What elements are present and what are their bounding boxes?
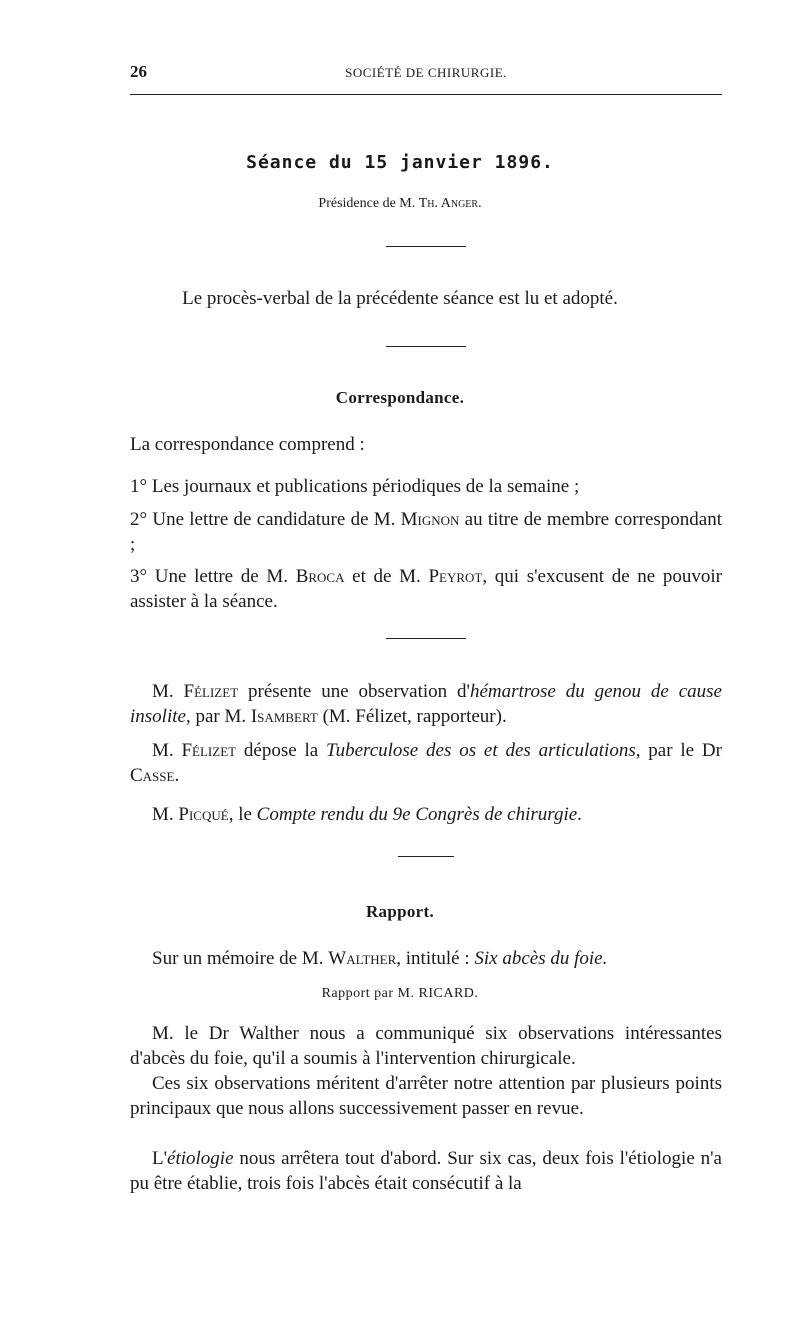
para3-text-b: nous arrêtera tout d'abord. Sur six cas, deux fois l'étiologie n'a pu être établie, trois fois l'abcès était consécutif à la xyxy=(130,1148,722,1194)
correspondance-intro: La correspondance comprend : xyxy=(130,434,365,455)
p1-name-2: Isambert xyxy=(250,706,318,727)
rapport-paragraph-1: M. le Dr Walther nous a communiqué six observations intéressantes d'abcès du foie, qu'il a soumis à l'intervention chirurgicale. xyxy=(130,1023,722,1069)
correspondance-item-1: 1° Les journaux et publications périodiques de la semaine ; xyxy=(130,476,580,497)
item3-text-c: , qui s'excusent de ne pouvoir assister à la séance. xyxy=(130,566,723,612)
page-number: 26 xyxy=(130,62,147,81)
presentation-2 xyxy=(130,738,722,788)
p1-title: hémartrose du genou de cause insolite xyxy=(130,681,722,727)
subject-title: Six abcès du foie. xyxy=(474,948,608,969)
para3-italic: étiologie xyxy=(167,1148,234,1169)
item3-name-2: Peyrot xyxy=(428,566,483,587)
item2-text-b: au titre de membre correspondant ; xyxy=(130,509,722,555)
p3-text-a: M. xyxy=(152,804,179,825)
p1-text-d: (M. Félizet, rapporteur). xyxy=(317,706,507,727)
correspondance-heading: Correspondance. xyxy=(335,388,465,407)
p1-name: Félizet xyxy=(183,681,239,702)
divider-rule xyxy=(386,346,466,347)
p1-text-a: M. xyxy=(152,681,184,702)
running-head: SOCIÉTÉ DE CHIRURGIE. xyxy=(345,65,507,80)
item2-name: Mignon xyxy=(400,509,460,530)
presidency-line xyxy=(0,196,800,212)
divider-rule xyxy=(386,638,466,639)
p3-title: Compte rendu du 9e Congrès de chirurgie xyxy=(256,804,578,825)
item3-text-a: 3° Une lettre de M. xyxy=(130,566,296,587)
subject-name: Walther xyxy=(328,948,397,969)
p2-name: Félizet xyxy=(181,740,237,761)
rapport-subject xyxy=(130,946,722,971)
p3-text-b: , le xyxy=(228,804,257,825)
subject-text-a: Sur un mémoire de M. xyxy=(152,948,329,969)
divider-rule xyxy=(386,246,466,247)
presidency-suffix: . xyxy=(478,196,482,211)
correspondance-item-3 xyxy=(130,564,722,614)
rapport-byline: Rapport par M. RICARD. xyxy=(321,986,479,1001)
p3-text-c: . xyxy=(577,804,582,825)
item2-text-a: 2° Une lettre de candidature de M. xyxy=(130,509,401,530)
minutes-line: Le procès-verbal de la précédente séance est lu et adopté. xyxy=(182,288,618,309)
rapport-paragraph-3 xyxy=(130,1146,722,1196)
presentation-3 xyxy=(130,802,722,827)
item3-text-b: et de M. xyxy=(344,566,429,587)
p2-text-a: M. xyxy=(152,740,182,761)
p2-title: Tuberculose des os et des articulations xyxy=(326,740,636,761)
correspondance-item-2 xyxy=(130,507,722,557)
divider-rule xyxy=(398,856,454,857)
rapport-paragraph-2: Ces six observations méritent d'arrêter notre attention par plusieurs points principaux que nous allons successivement passer en revue. xyxy=(130,1073,722,1119)
p3-name: Picqué xyxy=(178,804,229,825)
rapport-heading: Rapport. xyxy=(365,902,435,921)
item3-name-1: Broca xyxy=(295,566,345,587)
p1-text-b: présente une observation d' xyxy=(238,681,470,702)
p2-text-d: . xyxy=(174,765,180,786)
p2-text-c: , par le Dr xyxy=(635,740,722,761)
subject-text-b: , intitulé : xyxy=(396,948,475,969)
p2-text-b: dépose la xyxy=(236,740,327,761)
para3-text-a: L' xyxy=(152,1148,168,1169)
presidency-name: Th. Anger xyxy=(418,196,479,211)
p1-text-c: , par M. xyxy=(185,706,251,727)
header-rule xyxy=(130,94,722,95)
session-title: Séance du 15 janvier 1896. xyxy=(246,152,554,173)
page-header xyxy=(130,62,722,86)
presidency-prefix: Présidence de M. xyxy=(318,196,419,211)
presentation-1 xyxy=(130,679,722,729)
p2-name-2: Casse xyxy=(130,765,175,786)
